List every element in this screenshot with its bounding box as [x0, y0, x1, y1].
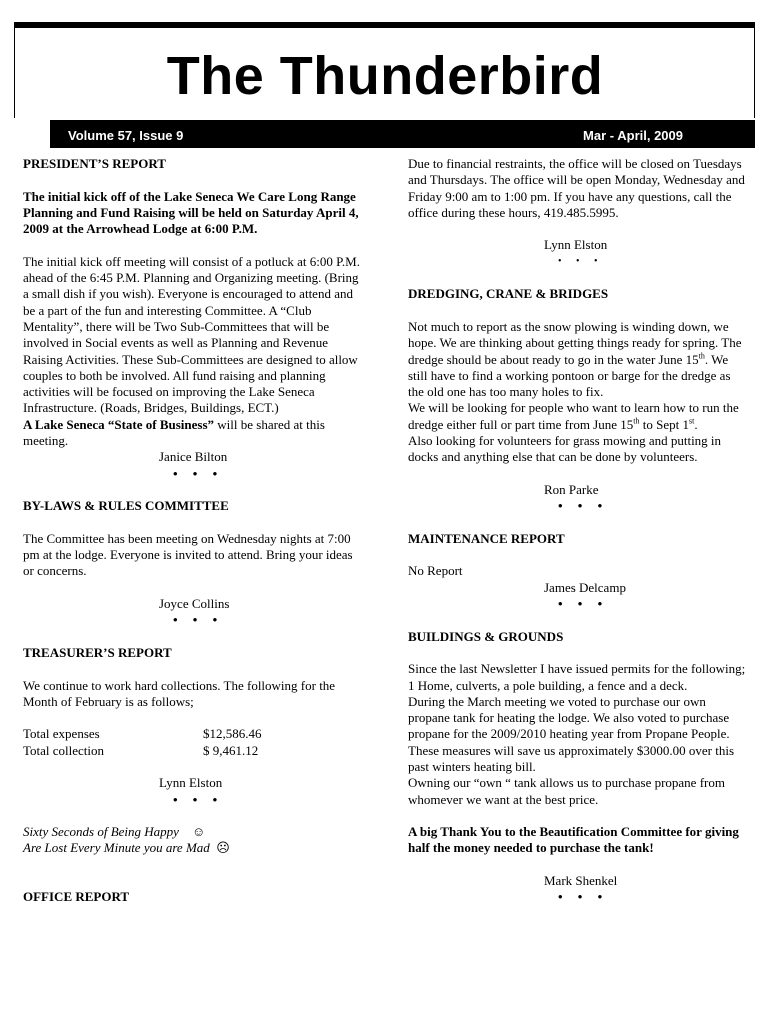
- smiley-icon: ☺: [191, 824, 206, 840]
- separator-dots: • • •: [558, 498, 609, 514]
- president-signature: Janice Bilton: [159, 449, 228, 465]
- row-label: Total expenses: [23, 726, 100, 742]
- buildings-thanks: A big Thank You to the Beautification Committee for giving half the money needed to purchase the tank!: [408, 824, 739, 856]
- maintenance-body: No Report: [408, 563, 463, 579]
- maintenance-heading: MAINTENANCE REPORT: [408, 530, 565, 546]
- dredging-p3: Also looking for volunteers for grass mowing and putting in docks and anything else that can be done by volunteers.: [408, 433, 722, 465]
- separator-dots: • • •: [558, 255, 604, 267]
- separator-dots: • • •: [173, 791, 224, 807]
- separator-dots: • • •: [558, 596, 609, 612]
- quote-line-1: [23, 824, 363, 840]
- row-value: $12,586.46: [203, 726, 262, 742]
- quote-line-2: [23, 840, 363, 856]
- office-heading: OFFICE REPORT: [23, 889, 130, 905]
- buildings-p2: During the March meeting we voted to purchase our own propane tank for heating the lodge. We also voted to purchase propane for the 2009/2010 heating year from Propane People. These measures will save us approximately $3000.00 over this past winters heating bill.: [408, 693, 735, 774]
- treasurer-row-collection: [23, 743, 363, 759]
- dredging-p2-a: We will be looking for people who want to learn how to run the dredge either full or part time from June 15: [408, 400, 739, 432]
- office-body: Due to financial restraints, the office will be closed on Tuesdays and Thursdays. The office will be open Monday, Wednesday and Friday 9:00 am to 1:00 pm. If you have any questions, call the office during these hours, 419.485.5995.: [408, 156, 745, 220]
- president-state-business: [23, 417, 363, 450]
- dredging-p2-sup1: th: [633, 416, 640, 426]
- separator-dots: • • •: [173, 465, 224, 481]
- dredging-p1-a: Not much to report as the snow plowing is winding down, we hope. We are thinking about getting things ready for spring. The dredge should be about ready to go in the water June 15: [408, 318, 742, 367]
- separator-dots: • • •: [558, 889, 609, 905]
- treasurer-signature: Lynn Elston: [159, 775, 223, 791]
- quote-line-1-text: Sixty Seconds of Being Happy: [23, 824, 179, 840]
- right-column: [408, 156, 748, 906]
- treasurer-heading: TREASURER’S REPORT: [23, 644, 172, 660]
- dredging-p2-c: .: [694, 416, 698, 432]
- buildings-signature: Mark Shenkel: [544, 873, 618, 889]
- quote-line-2-text: Are Lost Every Minute you are Mad: [23, 840, 210, 856]
- buildings-p1: Since the last Newsletter I have issued permits for the following; 1 Home, culverts, a pole building, a fence and a deck.: [408, 661, 746, 693]
- state-business-rest: will be shared at this meeting.: [23, 416, 325, 449]
- left-column: [23, 156, 363, 906]
- president-body: The initial kick off meeting will consist of a potluck at 6:00 P.M. ahead of the 6:45 P.M. Planning and Organizing meeting. (Bring a small dish if you wish). Everyone is encouraged to attend and be a part of the fun and interesting Committee. A “Club Mentality”, there will be Two Sub-Committees that will be involved in Social events as well as Planning and Revenue Raising Activities. These Sub-Committees are designed to allow couples to both be involved. All fund raising and planning activities will be focused on improving the Lake Seneca Infrastructure. (Roads, Bridges, Buildings, ECT.): [23, 253, 360, 416]
- issue-date: Mar - April, 2009: [583, 128, 683, 143]
- state-business-bold: A Lake Seneca “State of Business”: [23, 416, 215, 432]
- dredging-p1-b: . We still have to find a working pontoon or barge for the dredge as the old one has too many holes to fix.: [408, 351, 731, 400]
- frown-icon: ☹: [216, 840, 230, 856]
- row-label: Total collection: [23, 742, 105, 758]
- dredging-p2-sup2: st: [688, 416, 695, 426]
- maintenance-signature: James Delcamp: [544, 579, 626, 595]
- office-signature: Lynn Elston: [544, 237, 608, 253]
- dredging-p1: [408, 319, 748, 400]
- treasurer-row-expenses: [23, 726, 363, 742]
- bylaws-signature: Joyce Collins: [159, 596, 230, 612]
- buildings-p3: Owning our “own “ tank allows us to purchase propane from whomever we want at the best price.: [408, 775, 725, 807]
- president-heading: PRESIDENT’S REPORT: [23, 156, 166, 171]
- treasurer-body: We continue to work hard collections. The following for the Month of February is as follows;: [23, 677, 336, 709]
- dredging-signature: Ron Parke: [544, 481, 599, 497]
- bylaws-heading: BY-LAWS & RULES COMMITTEE: [23, 498, 229, 514]
- row-value: $ 9,461.12: [203, 742, 259, 758]
- newsletter-title: The Thunderbird: [166, 46, 604, 106]
- dredging-p2: [408, 400, 748, 433]
- issue-bar: [50, 120, 755, 148]
- dredging-p1-sup: th: [698, 351, 705, 361]
- buildings-heading: BUILDINGS & GROUNDS: [408, 628, 564, 644]
- president-lead: The initial kick off of the Lake Seneca We Care Long Range Planning and Fund Raising will be held on Saturday April 4, 2009 at the Arrowhead Lodge at 6:00 P.M.: [23, 188, 359, 237]
- issue-volume: Volume 57, Issue 9: [68, 128, 184, 143]
- dredging-p2-b: to Sept 1: [639, 416, 689, 432]
- dredging-heading: DREDGING, CRANE & BRIDGES: [408, 286, 609, 302]
- bylaws-body: The Committee has been meeting on Wednesday nights at 7:00 pm at the lodge. Everyone is invited to attend. Bring your ideas or concerns.: [23, 530, 353, 579]
- separator-dots: • • •: [173, 612, 224, 628]
